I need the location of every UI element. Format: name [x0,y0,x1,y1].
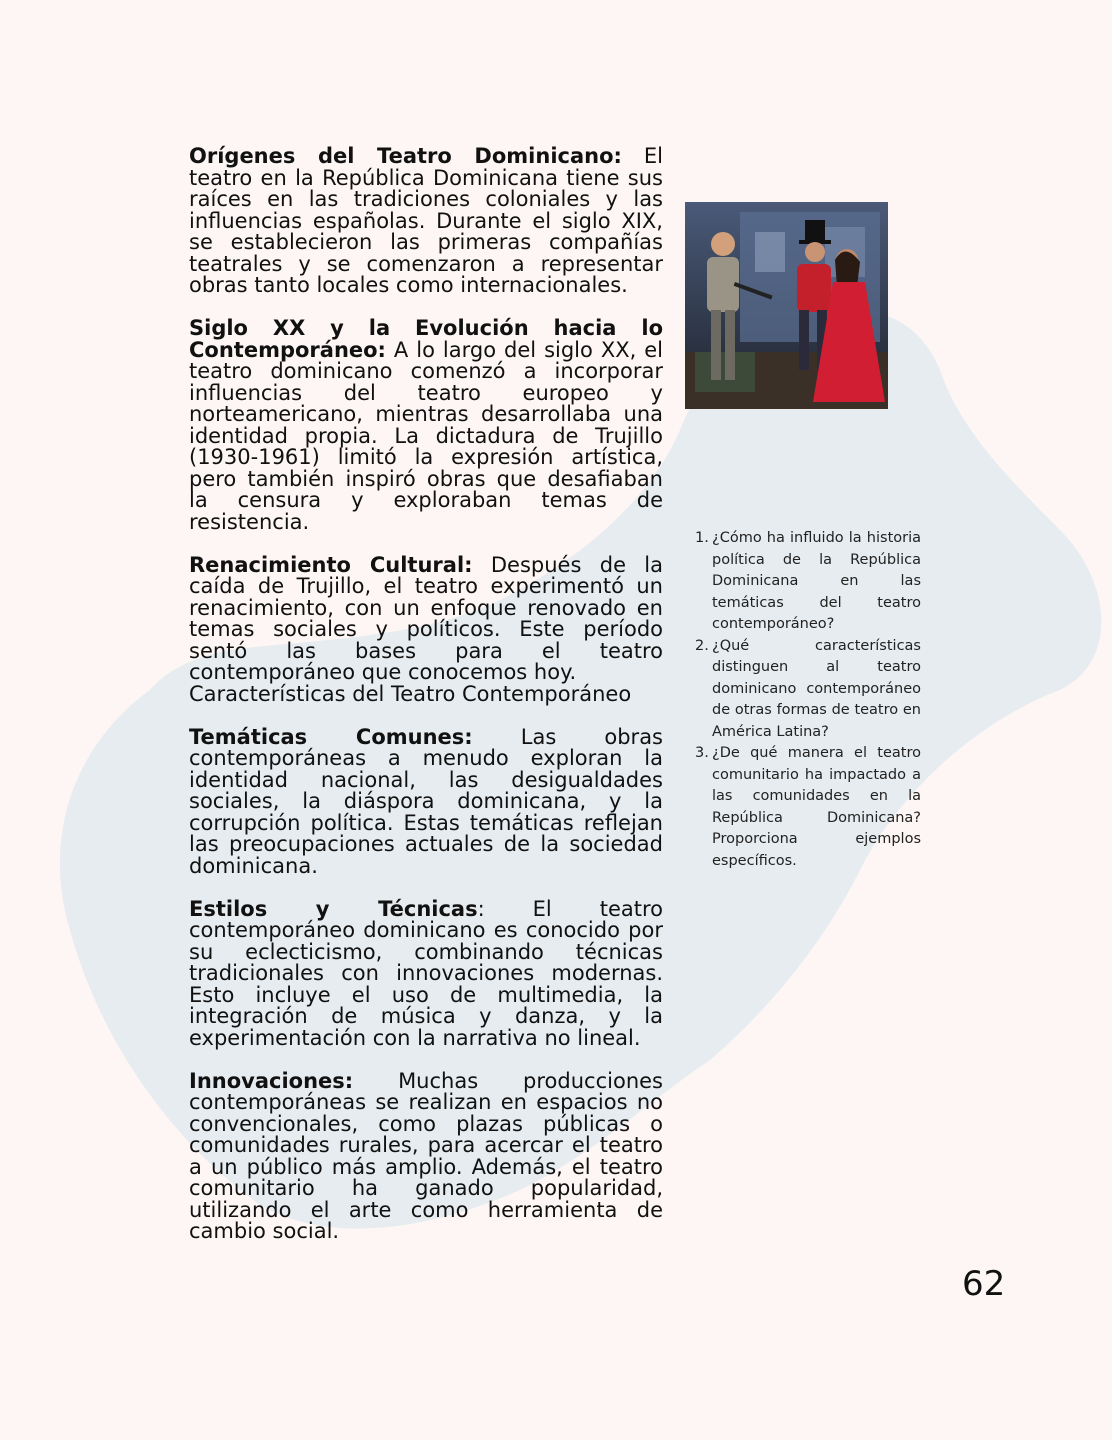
section-text: : El teatro contemporáneo dominicano es conocido por su eclecticismo, combinando técnicas tradicionales con innovaciones modernas. Esto incluye el uso de multimedia, la integración de música y danza, y la experimentación con la narrativa no lineal. [189,896,664,1050]
section-siglo-xx [189,318,663,533]
section-heading: Innovaciones: [189,1068,354,1093]
section-tematicas [189,724,664,878]
subheading-caracteristicas: Características del Teatro Contemporáneo [189,681,632,706]
main-text-column [189,146,663,1264]
question-item [695,528,921,636]
review-questions-list [695,528,921,872]
question-text: ¿Cómo ha influido la historia política de la República Dominicana en las temáticas del teatro contemporáneo? [712,530,921,632]
section-renacimiento [189,552,664,684]
question-number: 3. [695,745,709,761]
section-heading: Orígenes del Teatro Dominicano: [189,144,622,168]
section-text: El teatro en la República Dominicana tiene sus raíces en las tradiciones coloniales y las influencias españolas. Durante el siglo XIX, se establecieron las primeras compañías teatrales y se comenzaron a representar obras tanto locales como internacionales. [189,144,663,297]
theater-performance-photo [685,202,888,409]
section-estilos [189,896,664,1050]
question-number: 1. [695,530,709,546]
section-innovaciones [189,1068,663,1243]
section-heading: Renacimiento Cultural: [189,552,473,577]
question-item [695,636,921,744]
section-heading: Siglo XX y la Evolución hacia lo Contemporáneo: [189,316,663,362]
section-origenes [189,146,663,297]
section-text: Muchas producciones contemporáneas se realizan en espacios no convencionales, como plazas públicas o comunidades rurales, para acercar el teatro a un público más amplio. Además, el teatro comunitario ha ganado popularidad, utilizando el arte como herramienta de cambio social. [189,1068,663,1243]
section-heading: Estilos y Técnicas [189,896,478,921]
section-text: Después de la caída de Trujillo, el teatro experimentó un renacimiento, con un enfoque renovado en temas sociales y políticos. Este período sentó las bases para el teatro contemporáneo que conocemos hoy. [189,552,664,684]
section-heading: Temáticas Comunes: [189,724,473,749]
question-text: ¿De qué manera el teatro comunitario ha impactado a las comunidades en la República Dominicana? Proporciona ejemplos específicos. [712,745,921,869]
question-text: ¿Qué características distinguen al teatro dominicano contemporáneo de otras formas de teatro en América Latina? [712,637,921,740]
question-number: 2. [695,637,709,654]
section-text: Las obras contemporáneas a menudo exploran la identidad nacional, las desigualdades sociales, la diáspora dominicana, y la corrupción política. Estas temáticas reflejan las preocupaciones actuales de la sociedad dominicana. [189,724,664,878]
page-number: 62 [962,1264,1006,1304]
question-item [695,743,921,872]
section-text: A lo largo del siglo XX, el teatro dominicano comenzó a incorporar influencias del teatro europeo y norteamericano, mientras desarrollaba una identidad propia. La dictadura de Trujillo (1930-1961) limitó la expresión artística, pero también inspiró obras que desafiaban la censura y exploraban temas de resistencia. [189,337,663,534]
